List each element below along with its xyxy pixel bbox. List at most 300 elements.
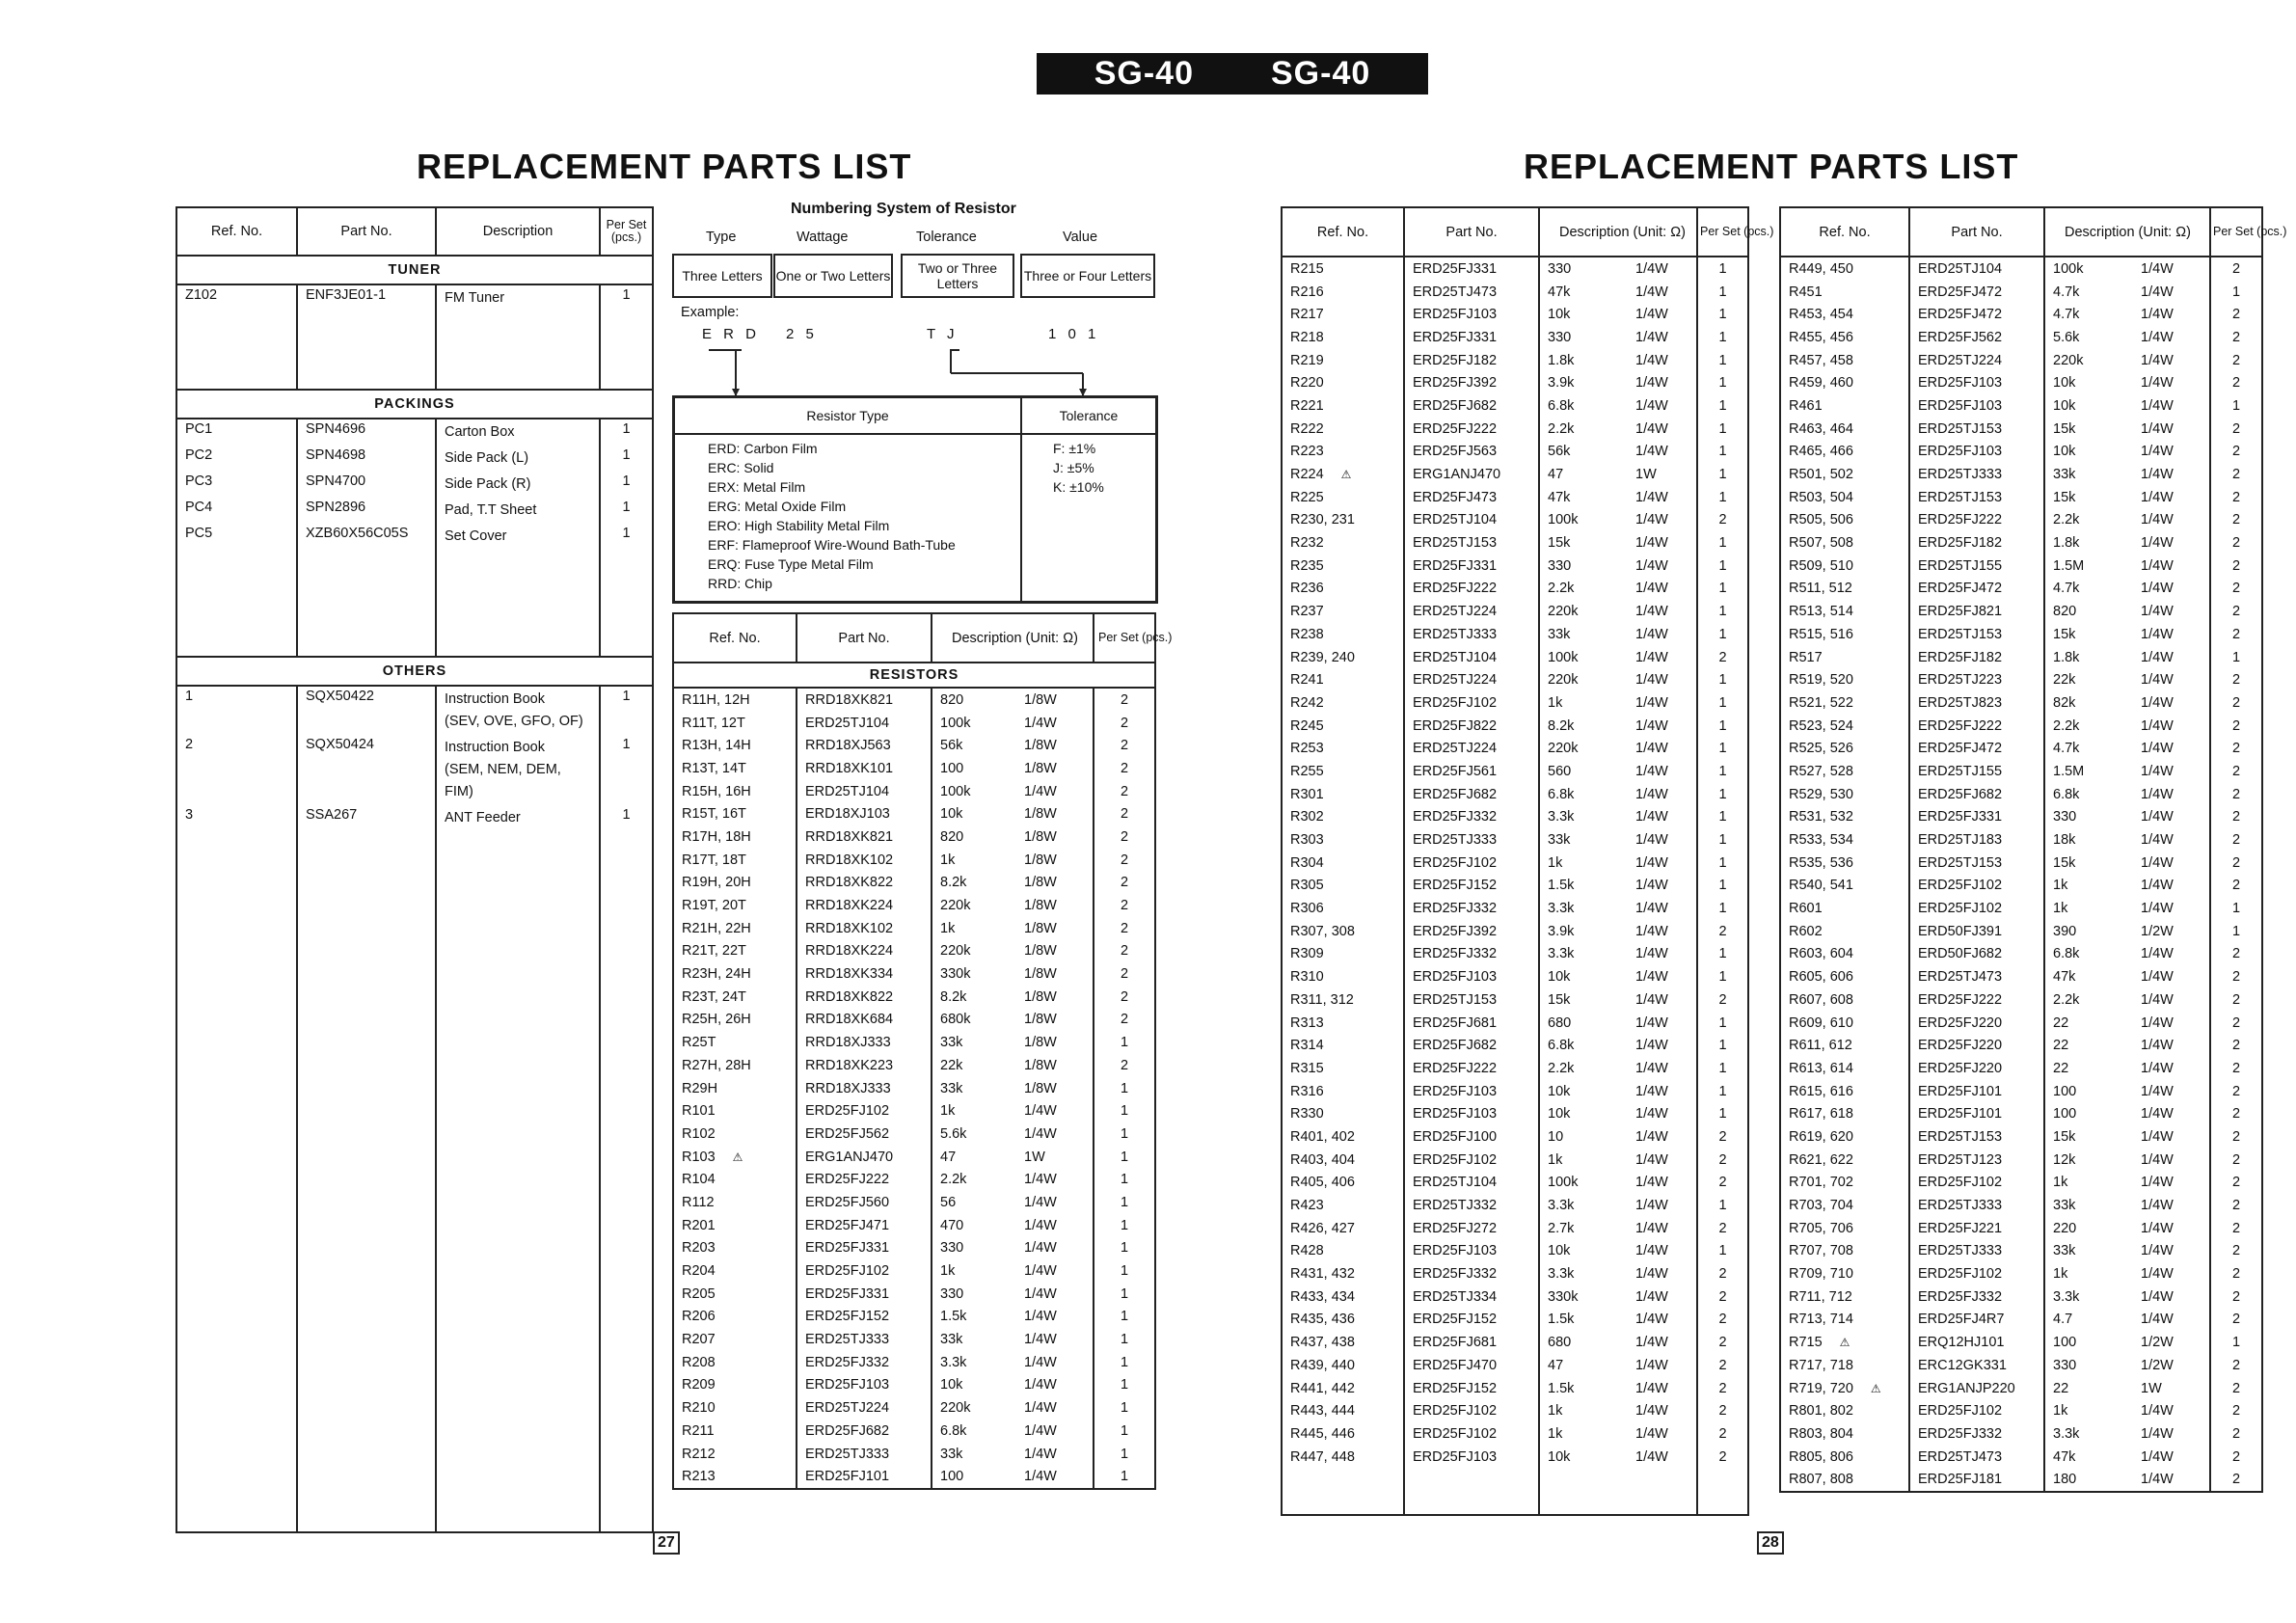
part-no: ERD25FJ332 (797, 1351, 932, 1374)
part-no: ERD25FJ102 (1404, 691, 1539, 715)
ref-no (673, 688, 797, 712)
col-ref: Ref. No. (1282, 207, 1404, 257)
qty: 1 (2210, 394, 2262, 418)
ref-no (1780, 1125, 1909, 1149)
table-row (1780, 828, 2262, 852)
part-no: ERD25FJ102 (1909, 897, 2044, 920)
table-row (176, 419, 653, 446)
table-row (1282, 1331, 1748, 1354)
col-ref: Ref. No. (176, 207, 297, 256)
ref-no (673, 1214, 797, 1237)
part-no: ERD50FJ391 (1909, 920, 2044, 943)
wattage: 1/4W (2133, 303, 2210, 326)
part-no: ERD25FJ103 (1404, 1080, 1539, 1103)
part-no: ERD25FJ103 (1909, 371, 2044, 394)
table-row (673, 1306, 1155, 1329)
table-row (673, 1031, 1155, 1054)
table-row (1282, 1377, 1748, 1400)
qty: 1 (600, 805, 653, 831)
part-no: ERD25FJ103 (797, 1374, 932, 1397)
table-row (1282, 965, 1748, 988)
qty: 1 (2210, 897, 2262, 920)
table-row (673, 1168, 1155, 1191)
wattage: 1/2W (2133, 1331, 2210, 1354)
resistance-value: 47k (2044, 965, 2133, 988)
table-row (1780, 1399, 2262, 1422)
ref-no-text: R709, 710 (1789, 1266, 1853, 1283)
wattage: 1/4W (2133, 1422, 2210, 1446)
ref-no-text: R423 (1290, 1198, 1324, 1214)
ref-no (1282, 760, 1404, 783)
ref-no (1780, 1309, 1909, 1332)
ref-no: PC1 (176, 419, 297, 446)
qty: 1 (1697, 737, 1748, 760)
ref-no (673, 849, 797, 872)
wattage: 1/8W (1016, 825, 1094, 849)
num-head-tolerance: Tolerance (916, 230, 977, 245)
part-no: ERD25FJ103 (1404, 1240, 1539, 1263)
table-row (673, 1146, 1155, 1169)
table-row (1780, 1262, 2262, 1285)
ref-no (1282, 349, 1404, 372)
resistance-value: 220k (932, 940, 1016, 963)
ref-no (1780, 463, 1909, 486)
ref-no (1780, 646, 1909, 669)
num-head-wattage: Wattage (797, 230, 849, 245)
wattage: 1/4W (2133, 1309, 2210, 1332)
ref-no-text: R433, 434 (1290, 1288, 1355, 1305)
part-no: ERD25FJ682 (1404, 1034, 1539, 1057)
part-no: ERD25TJ223 (1909, 668, 2044, 691)
ref-no (1282, 715, 1404, 738)
ref-no-text: R209 (682, 1377, 716, 1393)
ref-no-text: R217 (1290, 307, 1324, 323)
qty: 2 (1094, 1054, 1155, 1077)
part-no: ERD25FJ272 (1404, 1217, 1539, 1240)
part-no: ERD25FJ392 (1404, 920, 1539, 943)
resistance-value: 100 (2044, 1102, 2133, 1125)
ref-no-text: R241 (1290, 672, 1324, 689)
table-row (1780, 691, 2262, 715)
qty: 1 (1697, 441, 1748, 464)
resistance-value: 100k (1539, 509, 1628, 532)
ref-no (1282, 1331, 1404, 1354)
wattage: 1/4W (1628, 965, 1697, 988)
ref-no-text: R104 (682, 1172, 716, 1188)
ref-no-text: R203 (682, 1240, 716, 1257)
ref-no-text: R607, 608 (1789, 991, 1853, 1008)
resistance-value: 6.8k (932, 1420, 1016, 1443)
part-no: ERD25TJ153 (1909, 1125, 2044, 1149)
col-qty: Per Set (pcs.) (1697, 207, 1748, 257)
part-no: ERD25FJ102 (797, 1099, 932, 1123)
ref-no (1780, 965, 1909, 988)
resistance-value: 330k (932, 962, 1016, 986)
wattage: 1/4W (2133, 806, 2210, 829)
ref-no-text: R315 (1290, 1060, 1324, 1076)
ref-no (1282, 600, 1404, 623)
part-no: ERD25TJ224 (1404, 737, 1539, 760)
resistance-value: 100 (932, 757, 1016, 780)
resistance-value: 2.2k (2044, 509, 2133, 532)
part-no: RRD18XK821 (797, 688, 932, 712)
part-no: ERD25FJ331 (797, 1283, 932, 1306)
wattage: 1/4W (2133, 965, 2210, 988)
part-no: ERD25TJ473 (1909, 965, 2044, 988)
qty: 1 (1697, 668, 1748, 691)
qty: 1 (1094, 1374, 1155, 1397)
ref-no (1282, 828, 1404, 852)
ref-no (1282, 965, 1404, 988)
wattage: 1/4W (2133, 1080, 2210, 1103)
part-no: RRD18XK334 (797, 962, 932, 986)
col-part: Part No. (797, 613, 932, 663)
wattage: 1/2W (2133, 920, 2210, 943)
table-row (176, 498, 653, 524)
qty: 2 (2210, 1285, 2262, 1309)
ref-no (673, 1191, 797, 1214)
table-row (1780, 1102, 2262, 1125)
resistance-value: 560 (1539, 760, 1628, 783)
resistance-value: 3.3k (1539, 1194, 1628, 1217)
wattage: 1/4W (2133, 257, 2210, 281)
qty: 2 (1094, 734, 1155, 757)
wattage: 1/4W (2133, 1194, 2210, 1217)
qty: 1 (1697, 965, 1748, 988)
part-no: ERD25FJ220 (1909, 1012, 2044, 1035)
qty: 2 (2210, 1422, 2262, 1446)
resistance-value: 1.8k (2044, 531, 2133, 555)
ref-no (1282, 1194, 1404, 1217)
resistor-type-item: ERG: Metal Oxide Film (708, 499, 847, 514)
part-no: RRD18XK684 (797, 1009, 932, 1032)
wattage: 1/4W (2133, 578, 2210, 601)
table-row (673, 962, 1155, 986)
ref-no-text: R25H, 26H (682, 1012, 751, 1028)
part-no: ERD25FJ331 (1404, 257, 1539, 281)
wattage: 1/4W (1628, 897, 1697, 920)
part-no: ERD25TJ333 (797, 1443, 932, 1466)
resistance-value: 22k (2044, 668, 2133, 691)
resistance-value: 680k (932, 1009, 1016, 1032)
qty: 2 (1697, 1262, 1748, 1285)
qty: 1 (1697, 303, 1748, 326)
part-no: ERD25TJ332 (1404, 1194, 1539, 1217)
table-row (673, 894, 1155, 917)
ref-no (1282, 303, 1404, 326)
table-row (673, 1123, 1155, 1146)
ref-no: PC5 (176, 524, 297, 550)
ref-no (1282, 441, 1404, 464)
wattage: 1W (1628, 463, 1697, 486)
ref-no-text: R719, 720 (1789, 1380, 1853, 1396)
wattage: 1/4W (1016, 1099, 1094, 1123)
resistance-value: 10k (1539, 1080, 1628, 1103)
ref-no-text: R441, 442 (1290, 1380, 1355, 1396)
ref-no-text: R15T, 16T (682, 806, 746, 823)
ref-no (1780, 715, 1909, 738)
wattage: 1/4W (2133, 1149, 2210, 1172)
resistance-value: 330 (1539, 257, 1628, 281)
ref-no (1282, 806, 1404, 829)
table-row (1780, 668, 2262, 691)
qty: 2 (1697, 509, 1748, 532)
ref-no-text: R529, 530 (1789, 786, 1853, 802)
ref-no-text: R613, 614 (1789, 1060, 1853, 1076)
tolerance-head: Tolerance (1022, 398, 1155, 435)
qty: 2 (2210, 988, 2262, 1012)
wattage: 1/4W (1628, 875, 1697, 898)
part-no: ERD25TJ473 (1909, 1446, 2044, 1469)
qty: 2 (1697, 1446, 1748, 1469)
qty: 1 (1697, 1012, 1748, 1035)
part-no: SPN4696 (297, 419, 436, 446)
wattage: 1/4W (2133, 1399, 2210, 1422)
resistor-table-right-2 (1779, 206, 2287, 1493)
qty: 1 (1697, 1194, 1748, 1217)
ref-no (1282, 1354, 1404, 1377)
resistor-type-item: ERD: Carbon Film (708, 441, 818, 456)
ref-no-text: R112 (682, 1194, 715, 1210)
ref-no-text: R216 (1290, 284, 1324, 300)
wattage: 1/4W (1628, 1149, 1697, 1172)
wattage: 1/4W (2133, 852, 2210, 875)
ref-no-text: R25T (682, 1035, 716, 1051)
ref-no-text: R232 (1290, 535, 1324, 552)
resistance-value: 47 (932, 1146, 1016, 1169)
resistance-value: 22 (2044, 1034, 2133, 1057)
table-row (1282, 691, 1748, 715)
model-label-right: SG-40 (1271, 55, 1371, 92)
ref-no-text: R405, 406 (1290, 1175, 1355, 1191)
qty: 2 (1697, 1377, 1748, 1400)
ref-no-text: R224 (1290, 467, 1324, 483)
resistance-value: 3.9k (1539, 371, 1628, 394)
resistance-value: 220k (2044, 349, 2133, 372)
qty: 1 (600, 686, 653, 735)
ref-no-text: R225 (1290, 489, 1324, 505)
part-no: ERD25FJ222 (1404, 418, 1539, 441)
part-no: ERD25TJ104 (1404, 509, 1539, 532)
resistance-value: 5.6k (932, 1123, 1016, 1146)
wattage: 1/4W (1628, 441, 1697, 464)
ref-no-text: R439, 440 (1290, 1357, 1355, 1373)
ref-no (1282, 646, 1404, 669)
description: (SEV, OVE, GFO, OF) (445, 714, 583, 729)
qty: 2 (2210, 1262, 2262, 1285)
wattage: 1W (1016, 1146, 1094, 1169)
qty: 2 (2210, 371, 2262, 394)
part-no: ERD25FJ102 (1909, 1399, 2044, 1422)
wattage: 1/4W (2133, 555, 2210, 578)
ref-no (1282, 257, 1404, 281)
qty: 2 (2210, 555, 2262, 578)
description-cell (436, 446, 600, 472)
part-no: ERD25TJ333 (1909, 463, 2044, 486)
table-row (673, 734, 1155, 757)
part-no: ENF3JE01-1 (297, 284, 436, 311)
part-no: ERD25FJ222 (1404, 578, 1539, 601)
ref-no: PC4 (176, 498, 297, 524)
wattage: 1/4W (1628, 1217, 1697, 1240)
resistance-value: 15k (2044, 852, 2133, 875)
resistance-value: 22 (2044, 1377, 2133, 1400)
ref-no-text: R310 (1290, 969, 1324, 986)
ref-no-text: R601 (1789, 901, 1823, 917)
resistor-type-item: ERX: Metal Film (708, 479, 806, 495)
part-no: ERD25FJ152 (1404, 875, 1539, 898)
qty: 2 (2210, 1149, 2262, 1172)
col-qty: Per Set (pcs.) (1094, 613, 1155, 663)
resistance-value: 220k (1539, 668, 1628, 691)
ref-no (673, 1396, 797, 1420)
wattage: 1/4W (1628, 1377, 1697, 1400)
ref-no-text: R717, 718 (1789, 1357, 1853, 1373)
qty: 2 (1697, 1172, 1748, 1195)
table-row (1780, 1422, 2262, 1446)
part-no: ERD25TJ155 (1909, 555, 2044, 578)
qty: 1 (1094, 1351, 1155, 1374)
resistance-value: 18k (2044, 828, 2133, 852)
resistance-value: 15k (2044, 418, 2133, 441)
ref-no-text: R102 (682, 1125, 716, 1142)
section-resistors: RESISTORS (673, 663, 1155, 688)
table-row (1780, 1034, 2262, 1057)
ref-no-text: R511, 512 (1789, 581, 1852, 597)
ref-no (673, 1465, 797, 1489)
resistance-value: 5.6k (2044, 326, 2133, 349)
resistance-value: 100k (1539, 646, 1628, 669)
part-no: ERD25FJ821 (1909, 600, 2044, 623)
ref-no (673, 1054, 797, 1077)
qty: 2 (2210, 668, 2262, 691)
resistance-value: 1k (1539, 1149, 1628, 1172)
part-no: SPN4700 (297, 472, 436, 498)
table-row (1282, 1446, 1748, 1469)
ref-no-text: R803, 804 (1789, 1425, 1853, 1442)
wattage: 1/4W (1628, 920, 1697, 943)
part-no: ERD25FJ102 (1909, 1172, 2044, 1195)
num-head-type: Type (706, 230, 737, 245)
ref-no-text: R223 (1290, 444, 1324, 460)
table-row (176, 805, 653, 831)
wattage: 1/4W (1016, 1306, 1094, 1329)
description-cell (436, 805, 600, 831)
qty: 1 (1094, 1465, 1155, 1489)
page-title-right: REPLACEMENT PARTS LIST (1524, 147, 2019, 186)
table-row (1780, 737, 2262, 760)
table-row (1282, 441, 1748, 464)
resistance-value: 3.3k (1539, 943, 1628, 966)
ref-no-text: R301 (1290, 786, 1324, 802)
resistor-table-right-1 (1281, 206, 1774, 1516)
ref-no (673, 1306, 797, 1329)
table-row (1780, 531, 2262, 555)
ref-no-text: R615, 616 (1789, 1083, 1853, 1099)
resistance-value: 100k (932, 780, 1016, 803)
qty: 1 (1697, 828, 1748, 852)
table-row (1282, 1217, 1748, 1240)
wattage: 1/4W (2133, 1285, 2210, 1309)
model-label-left: SG-40 (1094, 55, 1194, 92)
table-row (1282, 897, 1748, 920)
qty: 1 (1697, 371, 1748, 394)
resistance-value: 330 (2044, 806, 2133, 829)
qty: 2 (2210, 326, 2262, 349)
resistance-value: 1k (2044, 1262, 2133, 1285)
ref-no (673, 734, 797, 757)
ref-no-text: R330 (1290, 1106, 1324, 1123)
part-no: ERD25FJ102 (1404, 852, 1539, 875)
ref-no (1780, 1422, 1909, 1446)
resistor-type-box (672, 395, 1158, 604)
ref-no (1282, 1012, 1404, 1035)
description: FM Tuner (445, 290, 505, 306)
ref-no (1780, 394, 1909, 418)
ref-no-text: R711, 712 (1789, 1288, 1852, 1305)
ref-no-text: R517 (1789, 649, 1823, 665)
part-no: ERD25TJ153 (1909, 486, 2044, 509)
ref-no (1780, 1262, 1909, 1285)
wattage: 1/4W (1628, 326, 1697, 349)
ref-no-text: R212 (682, 1446, 716, 1462)
qty: 1 (1094, 1191, 1155, 1214)
resistance-value: 8.2k (1539, 715, 1628, 738)
table-row (1780, 897, 2262, 920)
wattage: 1/4W (2133, 943, 2210, 966)
wattage: 1/4W (1628, 943, 1697, 966)
ref-no (1780, 1285, 1909, 1309)
resistance-value: 2.7k (1539, 1217, 1628, 1240)
part-no: ERD25TJ333 (1404, 828, 1539, 852)
qty: 1 (2210, 1331, 2262, 1354)
qty: 2 (2210, 257, 2262, 281)
part-no: RRD18XK223 (797, 1054, 932, 1077)
wattage: 1/4W (1016, 1237, 1094, 1260)
ref-no-text: R211 (682, 1422, 715, 1439)
type-divider (1020, 433, 1022, 601)
ref-no-text: R465, 466 (1789, 444, 1853, 460)
table-row (1282, 531, 1748, 555)
tolerance-item: J: ±5% (1053, 460, 1094, 475)
qty: 2 (2210, 1309, 2262, 1332)
resistance-value: 56k (1539, 441, 1628, 464)
ref-no (1282, 623, 1404, 646)
qty: 2 (2210, 486, 2262, 509)
ref-no (1282, 1422, 1404, 1446)
part-no: ERD25FJ561 (1404, 760, 1539, 783)
ref-no-text: R235 (1290, 557, 1324, 574)
part-no: ERD25FJ102 (797, 1259, 932, 1283)
ref-no-text: R535, 536 (1789, 854, 1853, 871)
qty: 1 (1697, 555, 1748, 578)
table-row (673, 1465, 1155, 1489)
wattage: 1/4W (1016, 1465, 1094, 1489)
description: Side Pack (L) (445, 450, 529, 466)
ref-no (1780, 875, 1909, 898)
qty: 2 (1094, 894, 1155, 917)
resistance-value: 2.2k (1539, 578, 1628, 601)
ref-no (1282, 920, 1404, 943)
ref-no-text: R435, 436 (1290, 1312, 1355, 1328)
wattage: 1/4W (2133, 875, 2210, 898)
part-no: ERD25FJ222 (1909, 509, 2044, 532)
part-no: ERD25FJ332 (1909, 1285, 2044, 1309)
resistance-value: 47k (1539, 486, 1628, 509)
qty: 2 (1697, 1354, 1748, 1377)
wattage: 1/4W (2133, 1102, 2210, 1125)
table-row (1282, 783, 1748, 806)
